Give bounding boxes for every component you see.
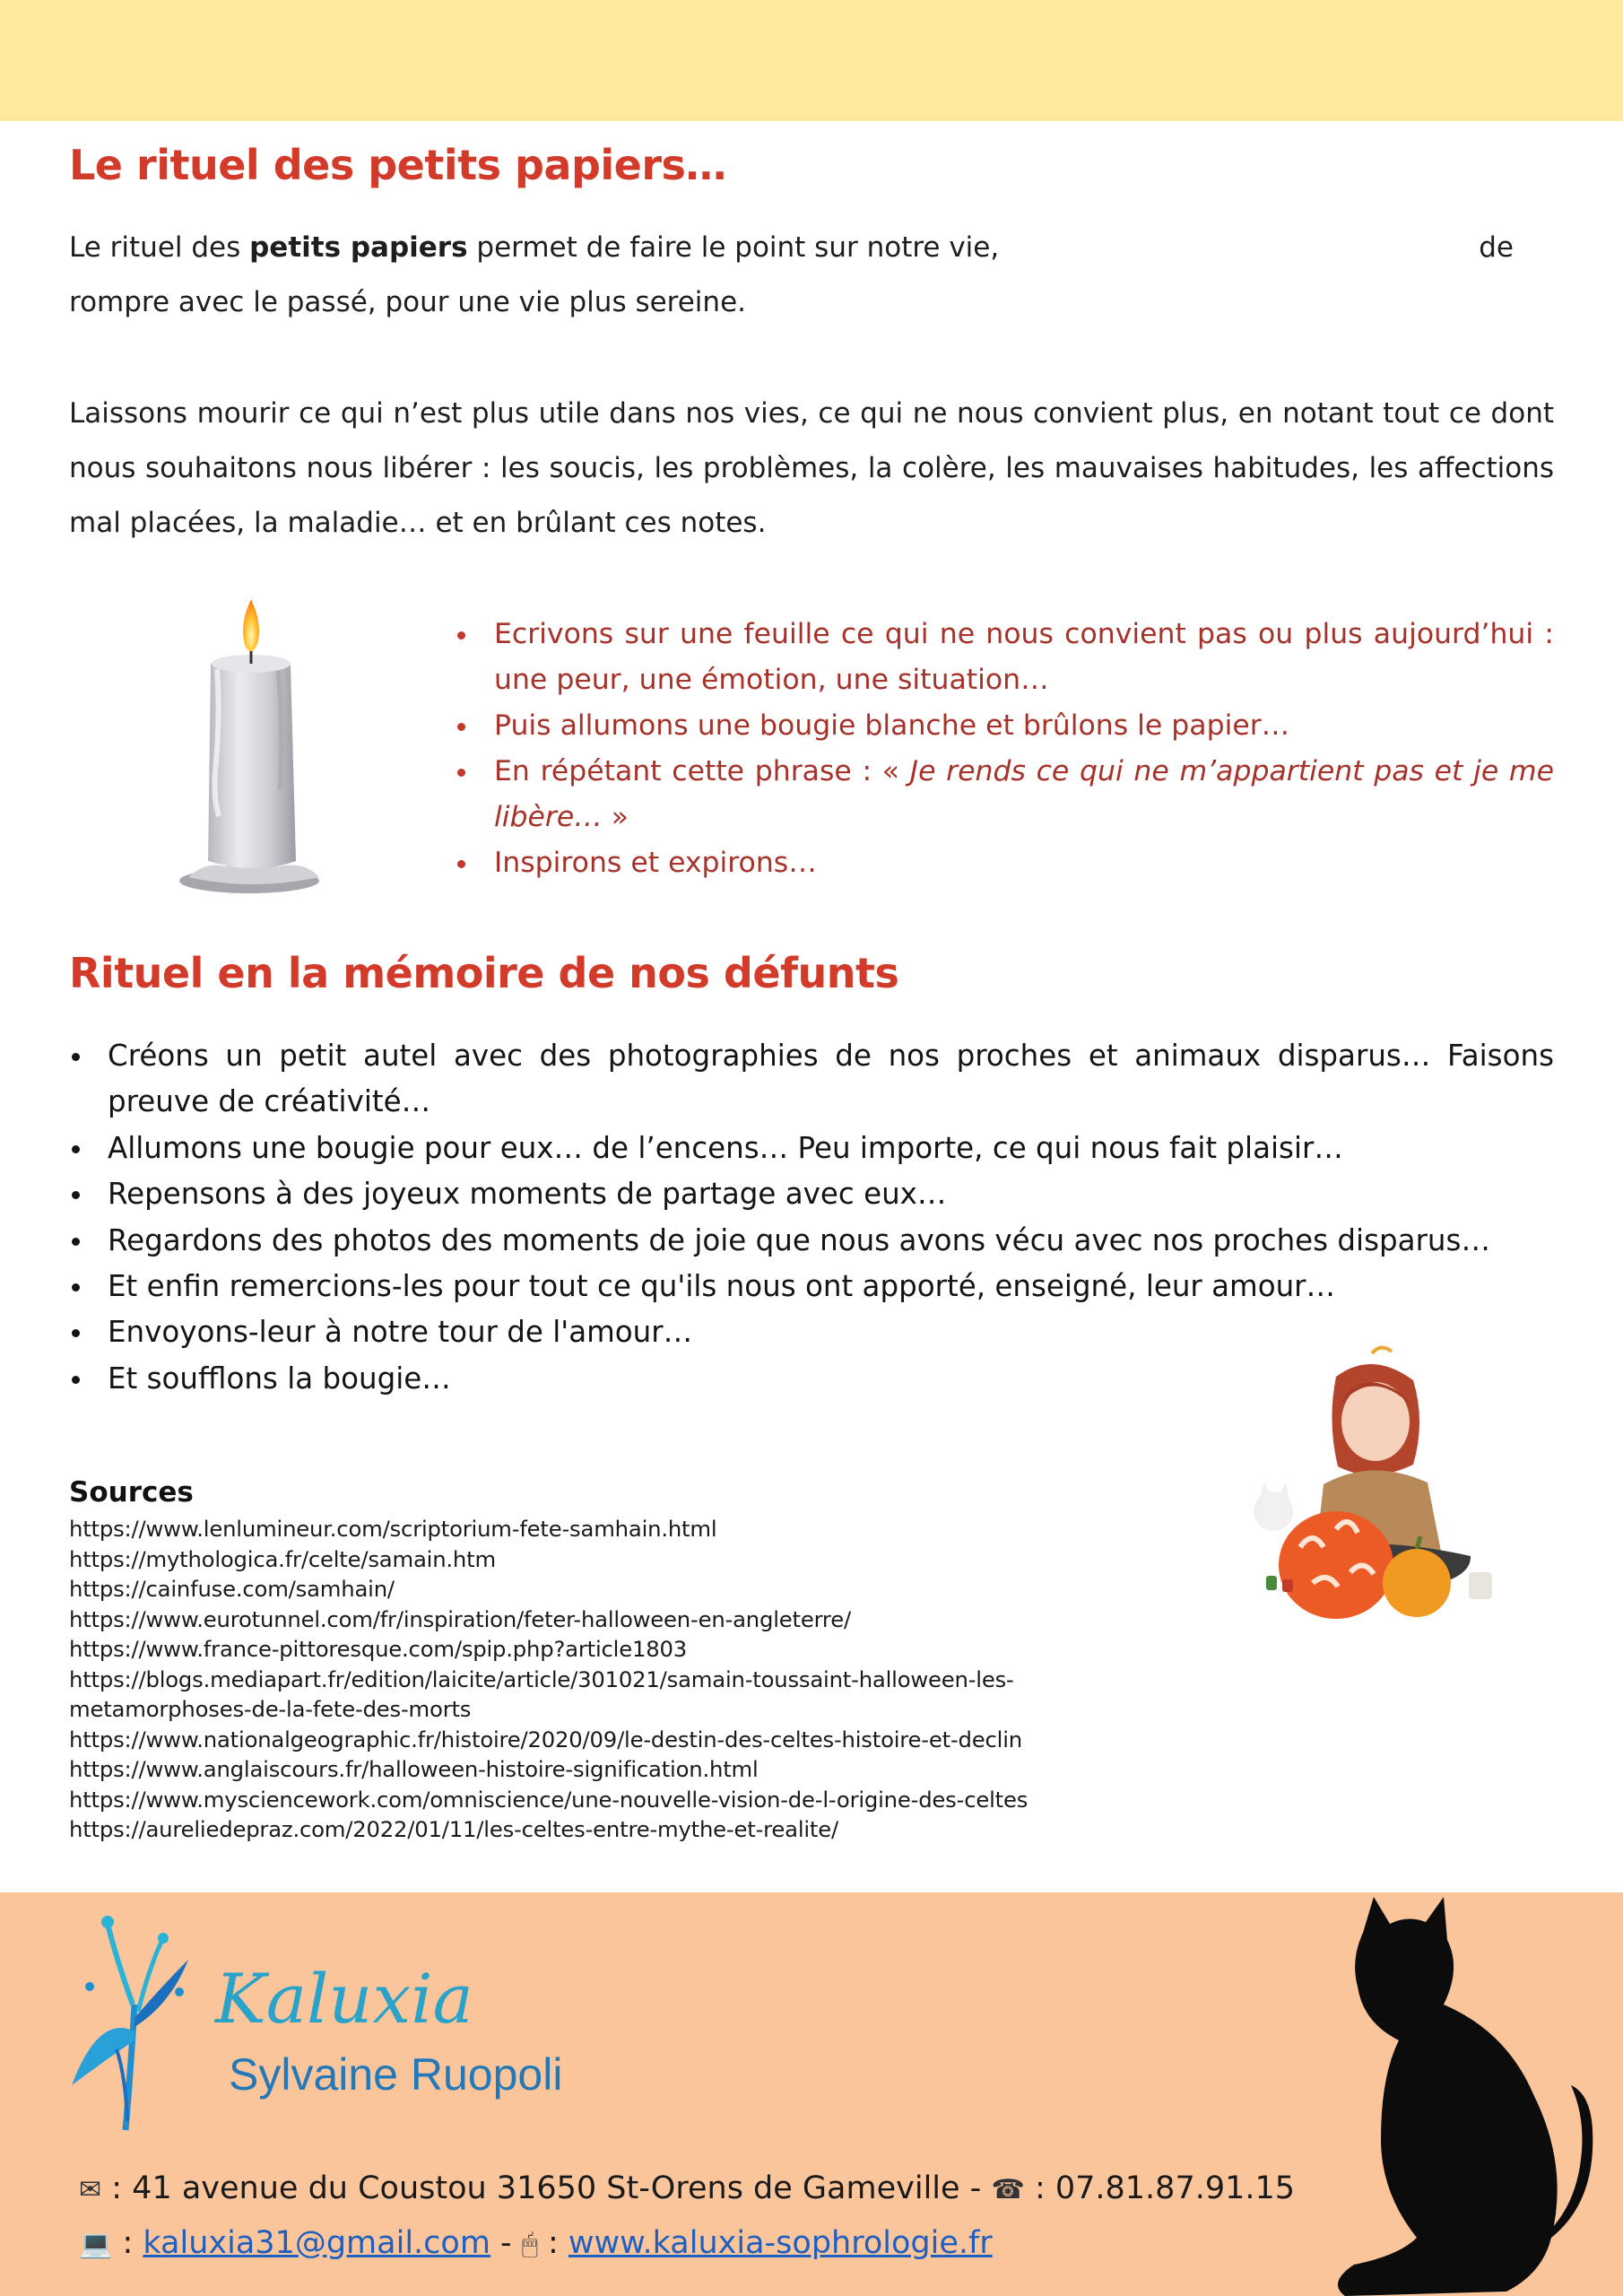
intro-bold: petits papiers	[249, 231, 468, 264]
source-link: https://mythologica.fr/celte/samain.htm	[69, 1545, 496, 1572]
intro-before: Le rituel des	[69, 231, 250, 264]
email-separator: :	[112, 2225, 143, 2261]
list-item: Créons un petit autel avec des photographies de nos proches et animaux disparus… Faisons preuve de créativité…	[69, 1033, 1554, 1126]
address-line	[79, 2170, 1295, 2206]
mouse-icon: 🖱	[521, 2229, 538, 2260]
list-item: Envoyons-leur à notre tour de l'amour…	[69, 1309, 1554, 1355]
source-link: https://cainfuse.com/samhain/	[69, 1576, 395, 1602]
phone-icon: ☎	[991, 2174, 1025, 2205]
contact-line	[79, 2225, 993, 2261]
computer-icon: 💻	[79, 2229, 113, 2260]
brand-subtitle: Sylvaine Ruopoli	[229, 2049, 563, 2100]
brand-name: Kaluxia	[215, 1959, 473, 2039]
list-item	[457, 749, 1554, 840]
website-link[interactable]: www.kaluxia-sophrologie.fr	[568, 2225, 993, 2261]
black-cat-silhouette	[1327, 1897, 1605, 2296]
source-link: https://blogs.mediapart.fr/edition/laicite/article/301021/samain-toussaint-halloween-les-	[69, 1665, 1014, 1692]
intro-line2: rompre avec le passé, pour une vie plus sereine.	[69, 286, 746, 318]
kaluxia-logo	[63, 1906, 563, 2148]
dash-separator: -	[490, 2225, 522, 2261]
step3-prefix: En répétant cette phrase : «	[494, 755, 910, 787]
address-text: : 41 avenue du Coustou 31650 St-Orens de Gameville -	[101, 2170, 992, 2206]
source-link: https://aureliedepraz.com/2022/01/11/les-celtes-entre-mythe-et-realite/	[69, 1816, 838, 1842]
source-link: metamorphoses-de-la-fete-des-morts	[69, 1696, 472, 1722]
source-link: https://www.mysciencework.com/omniscience/une-nouvelle-vision-de-l-origine-des-celtes	[69, 1786, 1028, 1813]
section-title-defunts: Rituel en la mémoire de nos défunts	[69, 949, 899, 997]
sources-list	[69, 1514, 1199, 1845]
source-link: https://www.eurotunnel.com/fr/inspiration/feter-halloween-en-angleterre/	[69, 1605, 851, 1632]
source-link: https://www.anglaiscours.fr/halloween-histoire-signification.html	[69, 1756, 759, 1782]
step3-quote: Je rends ce qui ne m’appartient pas et je me libère…	[494, 755, 1554, 833]
list-item: Inspirons et expirons…	[457, 840, 1554, 886]
intro-after: permet de faire le point sur notre vie,	[467, 231, 1000, 264]
email-link[interactable]: kaluxia31@gmail.com	[143, 2225, 490, 2261]
list-item: Et enfin remercions-les pour tout ce qu'ils nous ont apporté, enseigné, leur amour…	[69, 1264, 1554, 1309]
section-title-petits-papiers: Le rituel des petits papiers…	[69, 141, 726, 189]
candle-illustration	[170, 592, 332, 897]
list-item: Puis allumons une bougie blanche et brûlons le papier…	[457, 703, 1554, 749]
source-link: https://www.lenlumineur.com/scriptorium-fete-samhain.html	[69, 1516, 717, 1542]
phone-text: : 07.81.87.91.15	[1024, 2170, 1296, 2206]
list-item: Allumons une bougie pour eux… de l’encens… Peu importe, ce qui nous fait plaisir…	[69, 1126, 1554, 1171]
girl-pumpkin-illustration	[1237, 1341, 1524, 1637]
envelope-icon: ✉	[79, 2174, 102, 2205]
web-separator: :	[537, 2225, 568, 2261]
list-item: Et soufflons la bougie…	[69, 1356, 1554, 1402]
sources-title: Sources	[69, 1476, 194, 1509]
top-band	[0, 0, 1623, 121]
intro-paragraph	[69, 221, 1554, 330]
step3-suffix: »	[602, 801, 629, 833]
intro-tail: de	[1479, 231, 1514, 264]
list-item: Regardons des photos des moments de joie que nous avons vécu avec nos proches disparus…	[69, 1218, 1554, 1264]
source-link: https://www.nationalgeographic.fr/histoire/2020/09/le-destin-des-celtes-histoire-et-declin	[69, 1726, 1022, 1752]
list-item: Ecrivons sur une feuille ce qui ne nous convient pas ou plus aujourd’hui : une peur, une émotion, une situation…	[457, 612, 1554, 703]
source-link: https://www.france-pittoresque.com/spip.php?article1803	[69, 1636, 687, 1662]
ritual-steps-list	[457, 612, 1554, 886]
list-item: Repensons à des joyeux moments de partage avec eux…	[69, 1171, 1554, 1217]
body-paragraph: Laissons mourir ce qui n’est plus utile dans nos vies, ce qui ne nous convient plus, en notant tout ce dont nous souhaitons nous libérer : les soucis, les problèmes, la colère, les mauvaises habitudes, les affections mal placées, la maladie… et en brûlant ces notes.	[69, 397, 1554, 539]
